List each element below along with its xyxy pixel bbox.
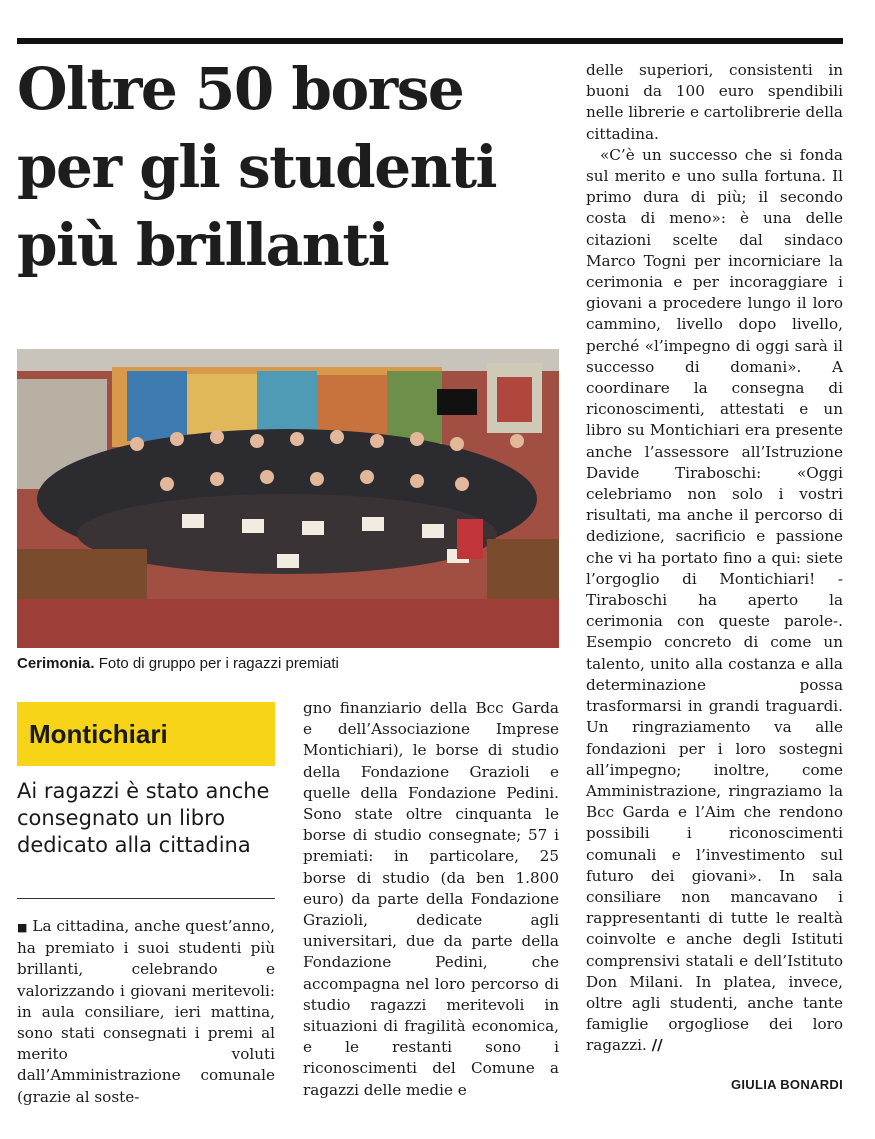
byline: GIULIA BONARDI xyxy=(730,1077,843,1092)
body-text-3a: delle superiori, consistenti in buoni da 100 euro spendibili nelle librerie e cartolibrerie della cittadina. xyxy=(586,61,843,143)
section-tag-label: Montichiari xyxy=(29,719,168,749)
article-column-2 xyxy=(303,698,559,1101)
body-text-1: La cittadina, anche quest’anno, ha premiato i suoi studenti più brillanti, celebrando e valorizzando i giovani meritevoli: in aula consiliare, ieri mattina, sono stati consegnati i premi al merito voluti dall’Amministrazione comunale (grazie al soste- xyxy=(17,917,275,1106)
caption-text: Foto di gruppo per i ragazzi premiati xyxy=(98,655,339,672)
body-text-3b: «C’è un successo che si fonda sul merito e uno sulla fortuna. Il primo dura di più; il secondo costa di meno»: è una delle citazioni scelte dal sindaco Marco Togni per incorniciare la cerimonia e per incoraggiare i giovani a procedere lungo il loro cammino, livello dopo livello, perché «l’impegno di oggi sarà il successo di domani». A coordinare la consegna di riconoscimenti, attestati e un libro su Montichiari era presente anche l’assessore all’Istruzione Davide Tiraboschi: «Oggi celebriamo non solo i vostri risultati, ma anche il percorso di dedizione, sacrificio e passione che vi ha portato fino a qui: siete l’orgoglio di Montichiari! - Tiraboschi ha aperto la cerimonia con queste parole-. Esempio concreto di come un talento, unito alla costanza e alla determinazione possa trasformarsi in grandi traguardi. Un ringraziamento va alle fondazioni per i loro sostegni all’impegno; inoltre, come Amministrazione, ringraziamo la Bcc Garda e l’Aim che rendono possibili i riconoscimenti comunali e l’investimento sul futuro dei giovani». In sala consiliare non mancavano i rappresentanti di tutte le realtà coinvolte e anche degli Istituti comprensivi statali e dell’Istituto Don Milani. In platea, invece, oltre agli studenti, anche tante famiglie orgogliose dei loro ragazzi. xyxy=(586,145,843,1055)
article-column-1 xyxy=(17,916,275,1108)
top-rule xyxy=(17,38,843,44)
article-column-3 xyxy=(586,60,843,1057)
section-tag xyxy=(17,702,275,766)
end-mark: // xyxy=(651,1036,663,1055)
photo-caption xyxy=(17,654,559,674)
group-photo xyxy=(17,349,559,648)
caption-label: Cerimonia. xyxy=(17,655,95,672)
body-text-2: gno finanziario della Bcc Garda e dell’Associazione Imprese Montichiari), le borse di studio della Fondazione Grazioli e quelle della Fondazione Pedini. Sono state oltre cinquanta le borse di studio consegnate; 57 i premiati: in particolare, 25 borse di studio (da ben 1.800 euro) da parte della Fondazione Grazioli, dedicate agli universitari, due da parte della Fondazione Pedini, che accompagna nel loro percorso di studio ragazzi meritevoli in situazioni di fragilità economica, e le restanti sono i riconoscimenti del Comune a ragazzi delle medie e xyxy=(303,699,559,1099)
headline: Oltre 50 borse per gli studenti più brillanti xyxy=(17,55,497,279)
subheadline-rule xyxy=(17,898,275,899)
bullet-icon: ■ xyxy=(17,921,28,934)
subheadline: Ai ragazzi è stato anche consegnato un libro dedicato alla cittadina xyxy=(17,779,270,857)
